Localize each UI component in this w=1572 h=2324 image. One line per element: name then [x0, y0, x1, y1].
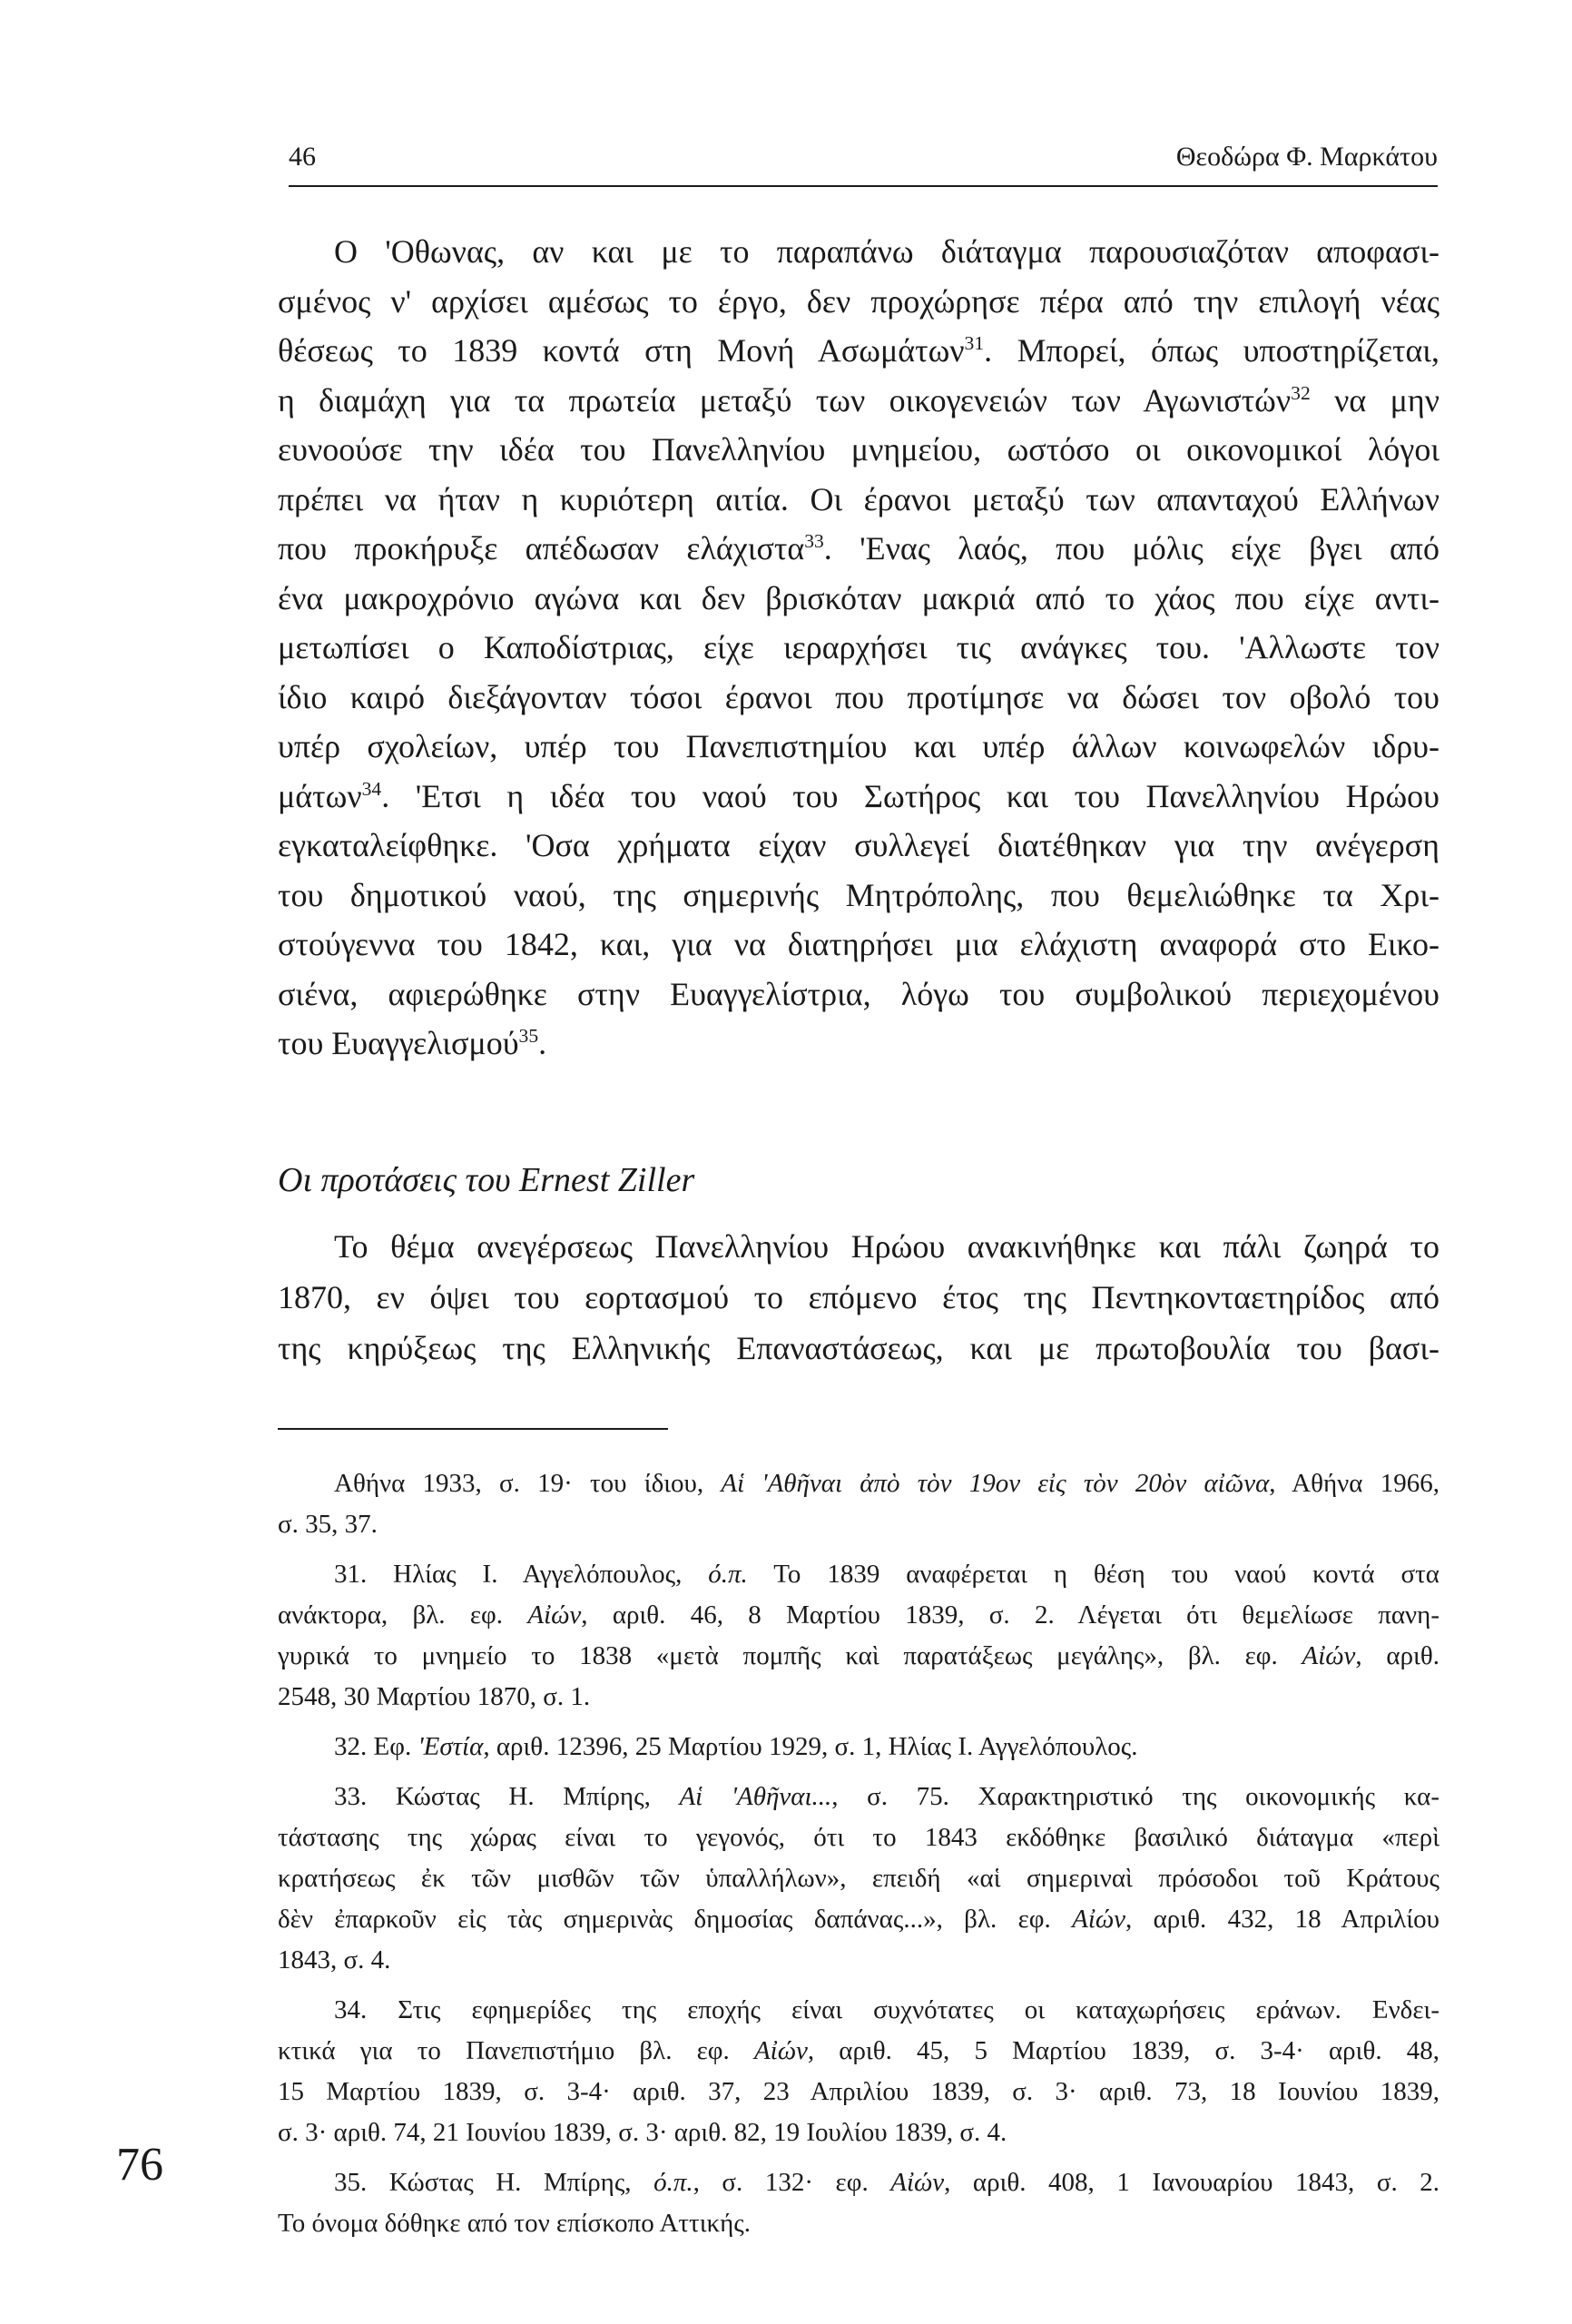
fn-text: ανάκτορα, βλ. εφ. [278, 1600, 528, 1630]
footnotes [278, 1463, 1439, 2244]
fn-text: γυρικά το μνημείο το 1838 «μετὰ πομπῆς καὶ παρατάξεως μεγάλης», βλ. εφ. [278, 1641, 1302, 1670]
text-segment: . 'Ενας λαός, που μόλις είχε βγει από [823, 530, 1439, 566]
footnote-ref-31: 31 [964, 332, 985, 354]
fn-text: 35. Κώστας Η. Μπίρης, [334, 2168, 654, 2197]
fn-text: Το 1839 αναφέρεται η θέση του ναού κοντά στα [747, 1560, 1439, 1589]
running-head-author: Θεοδώρα Φ. Μαρκάτου [1175, 142, 1438, 172]
text-line [278, 376, 1439, 426]
text-segment: η διαμάχη για τα πρωτεία μεταξύ των οικογενειών των Αγωνιστών [278, 381, 1292, 419]
fn-text: 32. Εφ. [334, 1732, 418, 1761]
footnote-line [278, 1463, 1439, 1504]
footnote-rule [278, 1428, 668, 1430]
footnote-line [278, 1595, 1439, 1636]
text-line: ευνοούσε την ιδέα του Πανελληνίου μνημείου, ωστόσο οι οικονομικοί λόγοι [278, 431, 1439, 468]
footnote-33 [278, 1777, 1439, 1817]
text-line [278, 1019, 1439, 1068]
fn-title: Αἱ 'Αθῆναι ἀπὸ τὸν 19ον εἰς τὸν 20ὸν αἰῶνα [721, 1469, 1270, 1498]
fn-text: , αριθ. 432, 18 Απριλίου [1125, 1905, 1439, 1934]
fn-title: 'Εστία [418, 1732, 484, 1761]
text-line: ίδιο καιρό διεξάγονταν τόσοι έρανοι που προτίμησε να δώσει τον οβολό του [278, 678, 1439, 715]
fn-text: 31. Ηλίας Ι. Αγγελόπουλος, [334, 1560, 709, 1589]
footnote-35 [278, 2162, 1439, 2203]
text-line: στούγεννα του 1842, και, για να διατηρήσει μια ελάχιστη αναφορά στο Εικο- [278, 926, 1439, 962]
fn-text: , σ. 132· εφ. [693, 2168, 891, 2197]
footnote-line [278, 2031, 1439, 2072]
text-line: μετωπίσει ο Καποδίστριας, είχε ιεραρχήσει τις ανάγκες του. 'Αλλωστε τον [278, 629, 1439, 665]
main-paragraph [278, 227, 1439, 1068]
footnote-line: 1843, σ. 4. [278, 1945, 391, 1974]
text-line: σμένος ν' αρχίσει αμέσως το έργο, δεν προχώρησε πέρα από την επιλογή νέας [278, 282, 1439, 320]
text-line: σιένα, αφιερώθηκε στην Ευαγγελίστρια, λόγω του συμβολικού περιεχομένου [278, 975, 1439, 1012]
fn-text: , σ. 75. Χαρακτηριστικό της οικονομικής κα- [831, 1782, 1439, 1811]
text-line: Ο 'Οθωνας, αν και με το παραπάνω διάταγμα παρουσιαζόταν αποφασι- [334, 233, 1439, 270]
margin-page-number: 76 [116, 2139, 163, 2191]
second-paragraph [278, 1221, 1439, 1374]
fn-text: 33. Κώστας Η. Μπίρης, [334, 1782, 680, 1811]
fn-title: ό.π. [708, 1560, 748, 1589]
text-line: του δημοτικού ναού, της σημερινής Μητρόπολης, που θεμελιώθηκε τα Χρι- [278, 876, 1439, 913]
text-segment: μάτων [278, 777, 362, 814]
footnote-line: κρατήσεως ἐκ τῶν μισθῶν τῶν ὑπαλλήλων», επειδή «αἱ σημεριναὶ πρόσοδοι τοῦ Κράτους [278, 1864, 1439, 1893]
fn-text: , αριθ. 408, 1 Ιανουαρίου 1843, σ. 2. [944, 2168, 1439, 2197]
fn-title: Αἰών [527, 1600, 582, 1630]
footnote-ref-32: 32 [1291, 381, 1311, 404]
text-line: ένα μακροχρόνιο αγώνα και δεν βρισκόταν μακριά από το χάος που είχε αντι- [278, 579, 1439, 616]
footnote-line: 2548, 30 Μαρτίου 1870, σ. 1. [278, 1682, 591, 1711]
fn-text: κτικά για το Πανεπιστήμιο βλ. εφ. [278, 2036, 754, 2065]
fn-text: , αριθ. [1355, 1641, 1439, 1670]
footnote-line: σ. 35, 37. [278, 1510, 378, 1539]
footnote-ref-33: 33 [804, 530, 824, 552]
text-segment: θέσεως το 1839 κοντά στη Μονή Ασωμάτων [278, 332, 965, 369]
text-segment: . [538, 1025, 547, 1061]
footnote-line: 15 Μαρτίου 1839, σ. 3-4· αριθ. 37, 23 Απριλίου 1839, σ. 3· αριθ. 73, 18 Ιουνίου 1839, [278, 2077, 1439, 2106]
text-line: της κηρύξεως της Ελληνικής Επαναστάσεως, και με πρωτοβουλία του βασι- [278, 1330, 1439, 1366]
text-segment: του Ευαγγελισμού [278, 1025, 519, 1061]
fn-text: , αριθ. 45, 5 Μαρτίου 1839, σ. 3-4· αριθ. 48, [807, 2036, 1439, 2065]
text-line: 1870, εν όψει του εορτασμού το επόμενο έτος της Πεντηκονταετηρίδος από [278, 1279, 1439, 1315]
text-line: εγκαταλείφθηκε. 'Οσα χρήματα είχαν συλλεγεί διατέθηκαν για την ανέγερση [278, 827, 1439, 863]
fn-title: Αἰών [753, 2036, 808, 2065]
fn-title: Αἰών [1302, 1641, 1356, 1670]
text-segment: . Μπορεί, όπως υποστηρίζεται, [984, 332, 1439, 369]
footnote-ref-35: 35 [518, 1025, 539, 1047]
header-rule [289, 185, 1438, 187]
footnote-32 [278, 1727, 1439, 1768]
fn-text: , αριθ. 46, 8 Μαρτίου 1839, σ. 2. Λέγεται ότι θεμελίωσε πανη- [581, 1600, 1439, 1630]
fn-text: δὲν ἐπαρκοῦν εἰς τὰς σημερινὰς δημοσίας δαπάνας...», βλ. εφ. [278, 1905, 1073, 1934]
page-number: 46 [289, 142, 316, 172]
section-heading: Οι προτάσεις του Ernest Ziller [278, 1161, 695, 1199]
footnote-line [278, 1899, 1439, 1940]
text-line: Το θέμα ανεγέρσεως Πανελληνίου Ηρώου ανακινήθηκε και πάλι ζωηρά το [334, 1228, 1439, 1265]
text-line [278, 772, 1439, 822]
text-line: υπέρ σχολείων, υπέρ του Πανεπιστημίου και υπέρ άλλων κοινωφελών ιδρυ- [278, 728, 1439, 764]
text-segment: να μην [1310, 381, 1439, 419]
footnote-line: τάστασης της χώρας είναι το γεγονός, ότι το 1843 εκδόθηκε βασιλικό διάταγμα «περὶ [278, 1823, 1439, 1852]
footnote-31 [278, 1554, 1439, 1595]
text-line [278, 326, 1439, 376]
fn-title: Αἰών [1072, 1905, 1126, 1934]
fn-text: Αθήνα 1933, σ. 19· του ίδιου, [334, 1469, 722, 1498]
text-segment: . 'Ετσι η ιδέα του ναού του Σωτήρος και του Πανελληνίου Ηρώου [381, 777, 1439, 814]
fn-title: Αἱ 'Αθῆναι... [679, 1782, 832, 1811]
footnote-34: 34. Στις εφημερίδες της εποχής είναι συχνότατες οι καταχωρήσεις εράνων. Ενδει- [334, 1995, 1439, 2024]
fn-text: , Αθήνα 1966, [1269, 1469, 1439, 1498]
fn-title: Αἰών [890, 2168, 945, 2197]
footnote-line [278, 1636, 1439, 1677]
running-header [289, 127, 1438, 172]
text-line [278, 524, 1439, 574]
footnote-ref-34: 34 [361, 777, 382, 800]
fn-text: , αριθ. 12396, 25 Μαρτίου 1929, σ. 1, Ηλίας Ι. Αγγελόπουλος. [483, 1732, 1138, 1761]
text-line: πρέπει να ήταν η κυριότερη αιτία. Οι έρανοι μεταξύ των απανταχού Ελλήνων [278, 480, 1439, 517]
text-segment: που προκήρυξε απέδωσαν ελάχιστα [278, 530, 805, 566]
footnote-line: Το όνομα δόθηκε από τον επίσκοπο Αττικής. [278, 2209, 752, 2238]
footnote-line: σ. 3· αριθ. 74, 21 Ιουνίου 1839, σ. 3· αριθ. 82, 19 Ιουλίου 1839, σ. 4. [278, 2118, 1007, 2147]
fn-title: ό.π. [653, 2168, 693, 2197]
